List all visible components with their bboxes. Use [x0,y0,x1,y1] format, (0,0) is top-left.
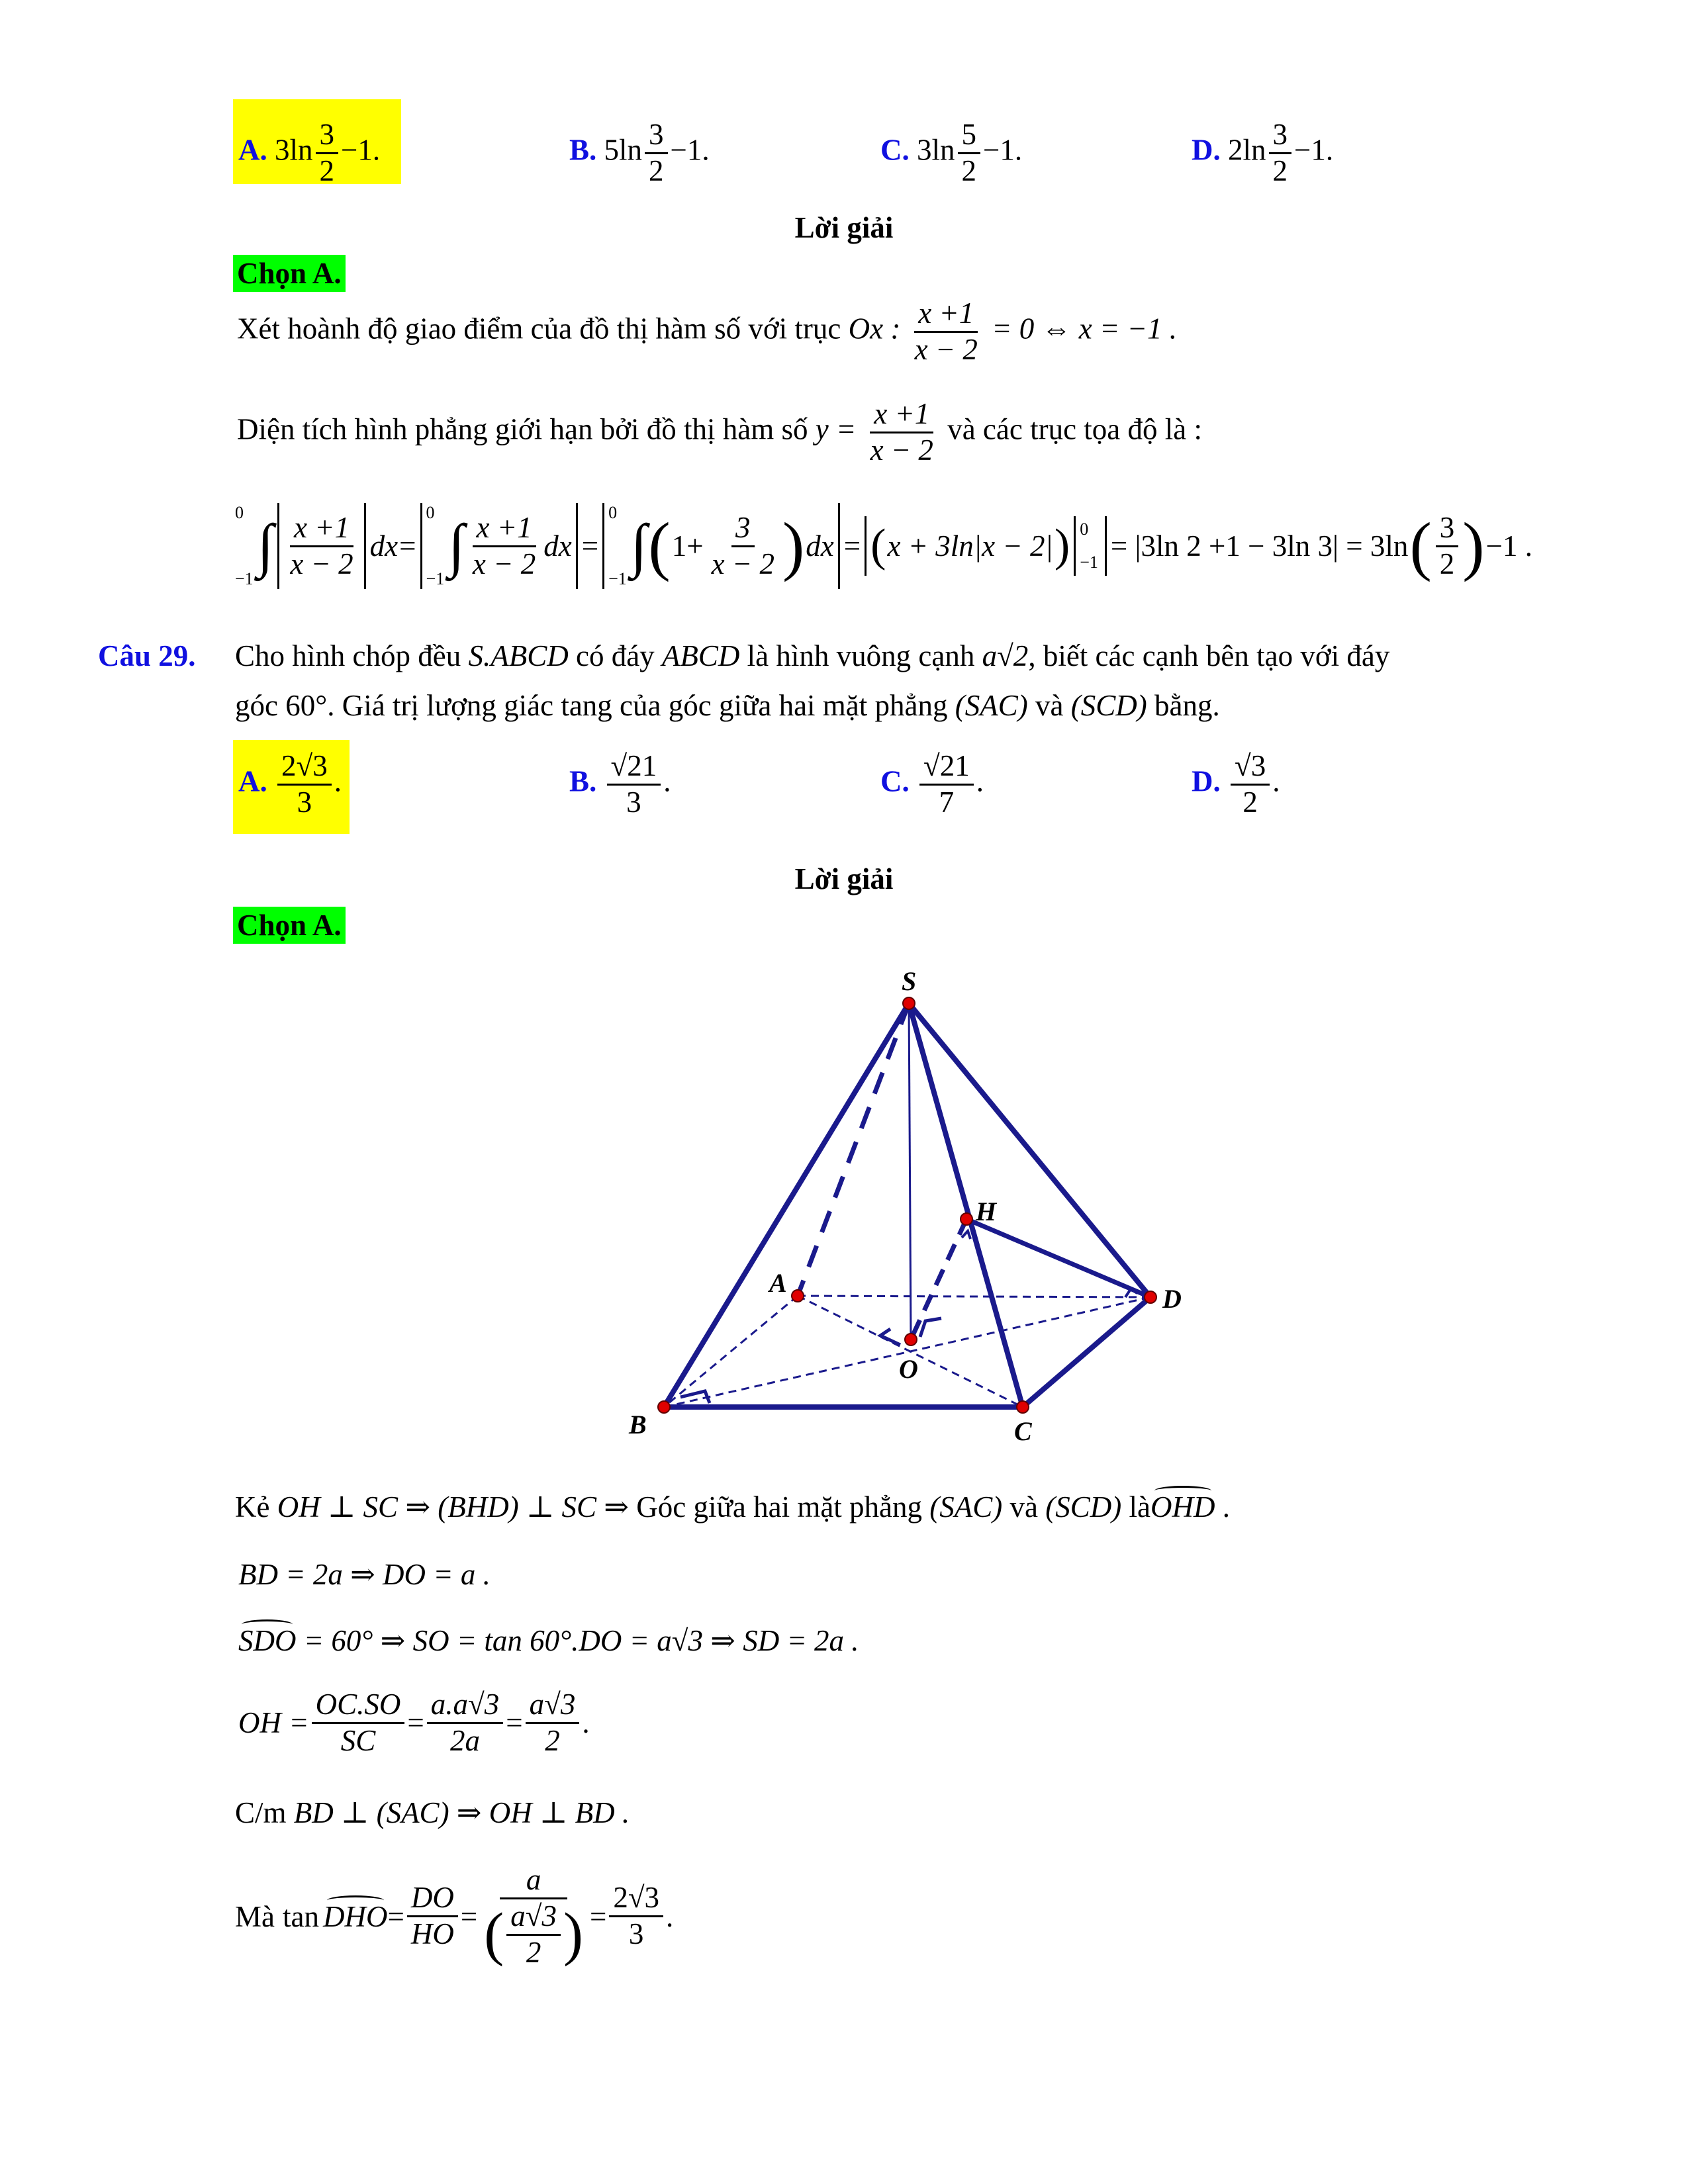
option-label: B. [569,133,597,167]
equals: = [460,1899,478,1933]
math-text: (SCD) [1070,689,1147,722]
q28-line-2 [237,397,1202,468]
right-angle-mark-O [880,1329,900,1345]
q29-option-d[interactable] [1192,749,1280,820]
q29-option-c[interactable] [880,749,984,820]
result-tail: −1 . [1485,529,1532,563]
q28-choice: Chọn A. [233,255,346,292]
option-text-end: −1. [1294,133,1334,167]
equals: = [581,529,599,563]
fraction: $\frac{√3}{2}$ [1231,749,1270,820]
point-O [905,1334,917,1345]
right-angle-mark-H [962,1231,970,1239]
q28-option-c[interactable] [880,118,1022,189]
point-D [1145,1291,1156,1303]
dx: dx [369,529,399,563]
q28-option-a[interactable] [233,99,401,187]
text: và [1009,1490,1038,1524]
fraction: $\frac{√21}{3}$ [607,749,661,820]
abs-bar [364,503,366,589]
option-text-end: −1. [983,133,1023,167]
math-text: (SAC) [955,689,1028,722]
eval-bar [1074,516,1076,576]
text: có đáy [575,639,655,672]
period: . [666,1899,674,1933]
height-SO [909,1003,911,1340]
fraction: $\frac{OC.SO}{SC}$ [312,1688,405,1758]
math-text: a√2 [982,639,1029,672]
q28-integral-line [235,503,1532,589]
abs-bar [838,503,840,589]
segment-OH-hidden [911,1219,966,1340]
fraction: $\frac{3}{2}$ [645,118,668,189]
text: Góc giữa hai mặt phẳng [636,1490,923,1524]
nested-fraction: a ( $\frac{a√3}{2}$ ) [484,1863,583,1969]
label-O: O [899,1354,918,1384]
abs-bar [865,516,867,576]
text: . [1222,1490,1230,1524]
integral-sign: ∫ [630,513,647,578]
right-angle-mark-O2 [920,1318,941,1337]
fraction: $\frac{a√3}{2}$ [526,1688,580,1758]
abs-bar [576,503,578,589]
option-label: C. [880,764,910,798]
fraction: $\frac{x +1}{x - 2}$ [914,296,978,366]
option-label: A. [238,764,267,798]
abs-bar [602,503,604,589]
q28-option-d[interactable] [1192,118,1333,189]
edge-SD [909,1003,1150,1297]
text: là [1129,1490,1150,1524]
angle-SDO: SDO [238,1624,297,1657]
fraction: $\frac{2√3}{3}$ [609,1881,663,1952]
label-C: C [1014,1416,1032,1446]
point-S [903,997,915,1009]
equals: = [399,529,416,563]
text: , biết các cạnh bên tạo với đáy [1028,639,1390,672]
integral-limits: 0 −1 [235,503,254,588]
integral-sign: ∫ [448,513,465,578]
option-label: D. [1192,133,1221,167]
text: tan [283,1899,319,1933]
edge-CD [1023,1297,1150,1407]
pyramid-figure [596,953,1192,1456]
integral-sign: ∫ [257,513,274,578]
equals: = [387,1899,404,1933]
math-text: OH = [238,1706,309,1740]
math-text: = 60° ⇒ SO = tan 60°.DO = a√3 ⇒ SD = 2a . [303,1624,859,1657]
q29-step-5 [235,1795,630,1830]
q29-option-a[interactable] [233,740,350,834]
dx: dx [543,529,572,563]
option-text: 3ln [275,133,313,167]
text: Mà [235,1899,275,1933]
text: C/m [235,1796,287,1829]
integral-limits: 0 −1 [426,503,445,588]
fraction: $\frac{a.a√3}{2a}$ [427,1688,503,1758]
equals: = [589,1899,607,1933]
text: và [1035,689,1064,722]
point-A [792,1290,804,1302]
period: . [663,764,671,798]
text: bằng. [1154,689,1220,722]
q28-option-b[interactable] [569,118,710,189]
option-label: B. [569,764,597,798]
math-text: ABCD [661,639,740,672]
fraction: $\frac{2√3}{3}$ [277,749,332,820]
point-H [961,1213,972,1225]
math-text: S.ABCD [468,639,569,672]
abs-bar [420,503,422,589]
paren-open: ( [870,520,886,571]
fraction: $\frac{5}{2}$ [958,118,981,189]
q29-solution-title: Lời giải [794,862,894,895]
math-text: y = [815,412,857,446]
text: Diện tích hình phẳng giới hạn bởi đồ thị hàm số [237,412,808,446]
paren-close: ) [1462,509,1485,582]
label-H: H [976,1197,997,1226]
q29-question-line-1 [235,639,1389,673]
text: Kẻ [235,1490,270,1524]
angle-DHO: DHO [322,1899,388,1933]
q29-step-3 [238,1623,859,1658]
period: . [582,1706,590,1740]
equals: = [843,529,861,563]
edge-AD-hidden [798,1296,1150,1297]
option-text: 5ln [604,133,643,167]
paren-close: ) [1054,520,1070,571]
segment-HD [966,1219,1150,1297]
eval-limits: 0 −1 [1080,520,1098,572]
math-text: = 0 ⇔ x = −1 . [992,312,1177,345]
text: Xét hoành độ giao điểm của đồ thị hàm số với trục [237,312,841,345]
integral-limits: 0 −1 [608,503,627,588]
q29-option-b[interactable] [569,749,671,820]
text: là hình vuông cạnh [747,639,975,672]
q29-label: Câu 29. [98,639,196,672]
label-D: D [1162,1284,1182,1314]
result: = |3ln 2 +1 − 3ln 3| = 3ln [1110,529,1409,563]
period: . [334,764,342,798]
fraction: $\frac{3}{2}$ [316,118,339,189]
option-label: C. [880,133,910,167]
text: góc 60°. Giá trị lượng giác tang của góc giữa hai mặt phẳng [235,689,948,722]
paren-open: ( [1409,509,1432,582]
option-text-end: −1. [670,133,710,167]
angle-OHD: OHD [1150,1490,1215,1524]
fraction: $\frac{√21}{7}$ [919,749,974,820]
label-S: S [902,966,917,996]
q29-step-1 [235,1489,1230,1524]
antiderivative: x + 3ln|x − 2| [887,529,1053,563]
math-text: (SCD) [1045,1490,1122,1524]
edge-SC [909,1003,1023,1407]
paren-open: ( [648,509,671,582]
abs-bar [277,503,279,589]
math-text: (SAC) [929,1490,1003,1524]
point-C [1017,1401,1029,1413]
fraction: $\frac{x +1}{x - 2}$ [870,397,933,467]
one-plus: 1+ [671,529,704,563]
label-A: A [769,1268,787,1298]
option-label: D. [1192,764,1221,798]
fraction: $\frac{3}{x - 2}$ [711,510,774,580]
text: và các trục tọa độ là : [947,412,1202,446]
label-B: B [629,1410,647,1439]
edge-SA-hidden [798,1003,909,1296]
option-text-end: −1. [341,133,381,167]
math-text: BD ⊥ (SAC) ⇒ OH ⊥ BD . [293,1796,630,1829]
fraction: $\frac{3}{2}$ [1436,511,1459,582]
fraction: $\frac{DO}{HO}$ [407,1881,458,1952]
option-text: 3ln [917,133,955,167]
q29-choice: Chọn A. [233,907,346,944]
dx: dx [806,529,834,563]
fraction: $\frac{x +1}{x - 2}$ [472,510,536,580]
q28-solution-title: Lời giải [794,211,894,244]
q28-line-1 [237,296,1177,367]
abs-bar [1105,516,1107,576]
option-text: 2ln [1228,133,1266,167]
point-B [658,1401,670,1413]
q29-step-6 [235,1863,673,1970]
equals: = [506,1706,523,1740]
diagonal-BD [664,1297,1150,1407]
edge-AB-hidden [664,1296,798,1407]
equals: = [407,1706,424,1740]
option-label: A. [238,133,267,167]
fraction: $\frac{3}{2}$ [1269,118,1292,189]
q29-question-line-2 [235,688,1220,723]
fraction: $\frac{x +1}{x - 2}$ [290,510,353,580]
paren-close: ) [782,509,805,582]
edge-SB [664,1003,909,1407]
period: . [976,764,984,798]
math-text: Ox : [848,312,901,345]
math-text: OH ⊥ SC ⇒ (BHD) ⊥ SC ⇒ [277,1490,630,1524]
q29-step-4 [238,1688,590,1758]
period: . [1272,764,1280,798]
text: Cho hình chóp đều [235,639,461,672]
q29-step-2: BD = 2a ⇒ DO = a . [238,1558,491,1591]
